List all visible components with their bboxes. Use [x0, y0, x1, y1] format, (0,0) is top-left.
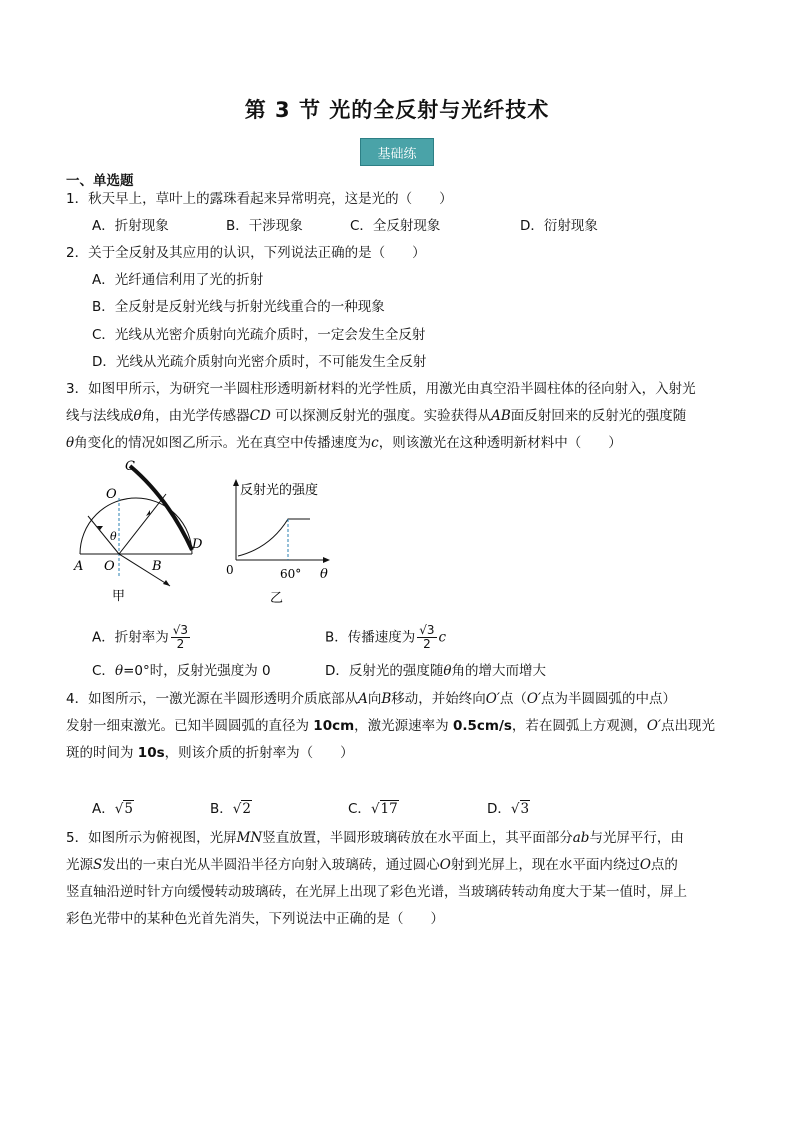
- x-axis-label: θ: [320, 567, 328, 582]
- label-o: O: [104, 559, 115, 574]
- label-b: B: [152, 559, 162, 574]
- origin-label: 0: [226, 563, 234, 577]
- section-heading: 一、单选题: [66, 173, 134, 189]
- caption-yi: 乙: [270, 591, 284, 604]
- q5-line-3: 竖直轴沿逆时针方向缓慢转动玻璃砖，在光屏上出现了彩色光谱，当玻璃砖转动角度大于某一值时，屏上: [66, 884, 687, 900]
- q1-option-c: C．全反射现象: [350, 218, 441, 234]
- q3-option-a: A．折射率为 $\frac{√3}{2}$: [92, 623, 189, 651]
- q2-option-b: B．全反射是反射光线与折射光线重合的一种现象: [92, 299, 385, 315]
- label-d: D: [192, 537, 203, 552]
- label-a: A: [74, 559, 84, 574]
- q2-stem: 2．关于全反射及其应用的认识，下列说法正确的是（ ）: [66, 245, 426, 261]
- q3-line-1: 3．如图甲所示，为研究一半圆柱形透明新材料的光学性质，用激光由真空沿半圆柱体的径向射入，入射光: [66, 381, 696, 397]
- figure-yi: [220, 476, 340, 604]
- y-axis-label: 反射光的强度: [240, 483, 319, 498]
- y-axis-arrow-icon: [233, 479, 239, 486]
- q4-option-b: B．√2: [210, 801, 251, 817]
- q4-option-c: C．√17: [348, 801, 398, 817]
- q4-option-d: D．√3: [487, 801, 530, 817]
- q4-line-2: 发射一细束激光。已知半圆圆弧的直径为 10cm，激光源速率为 0.5cm/s，若在圆弧上方观测，O′点出现光: [66, 718, 716, 734]
- q3-option-b: B．传播速度为 $\frac{√3}{2}$ c: [325, 623, 447, 651]
- q2-option-d: D．光线从光疏介质射向光密介质时，不可能发生全反射: [92, 354, 427, 370]
- label-o-top: O: [106, 487, 117, 502]
- q4-line-1: 4．如图所示，一激光源在半圆形透明介质底部从A向B移动，并始终向O′点（O′点为半圆圆弧的中点）: [66, 691, 677, 707]
- q3-line-3: θ角变化的情况如图乙所示。光在真空中传播速度为c，则该激光在这种透明新材料中（ ）: [66, 435, 622, 451]
- q3-option-c: C．θ=0°时，反射光强度为 0: [92, 663, 271, 679]
- q5-line-2: 光源S发出的一束白光从半圆沿半径方向射入玻璃砖，通过圆心O射到光屏上，现在水平面内绕过O点的: [66, 857, 678, 873]
- q4-option-a: A．√5: [92, 801, 133, 817]
- q1-stem: 1．秋天早上，草叶上的露珠看起来异常明亮，这是光的（ ）: [66, 191, 453, 207]
- tick-60: 60°: [280, 567, 302, 581]
- x-axis-arrow-icon: [323, 557, 330, 563]
- label-theta: θ: [110, 530, 117, 543]
- q4-line-3: 斑的时间为 10s，则该介质的折射率为（ ）: [66, 745, 354, 761]
- q1-option-a: A．折射现象: [92, 218, 169, 234]
- caption-jia: 甲: [112, 589, 126, 604]
- q5-line-1: 5．如图所示为俯视图，光屏MN竖直放置，半圆形玻璃砖放在水平面上，其平面部分ab与光屏平行，由: [66, 830, 684, 846]
- q3-line-2: 线与法线成θ角，由光学传感器CD 可以探测反射光的强度。实验获得从AB面反射回来的反射光的强度随: [66, 408, 687, 424]
- q2-option-a: A．光纤通信利用了光的折射: [92, 272, 264, 288]
- level-badge: 基础练: [360, 138, 434, 166]
- q2-option-c: C．光线从光密介质射向光疏介质时，一定会发生全反射: [92, 327, 426, 343]
- label-c: C: [125, 459, 135, 474]
- q1-option-d: D．衍射现象: [520, 218, 598, 234]
- q3-option-d: D．反射光的强度随θ角的增大而增大: [325, 663, 547, 679]
- refract-arrow-icon: [163, 580, 170, 586]
- figure-jia: [70, 458, 210, 606]
- q1-option-b: B．干涉现象: [226, 218, 303, 234]
- q5-line-4: 彩色光带中的某种色光首先消失，下列说法中正确的是（ ）: [66, 911, 444, 927]
- page-title: 第 3 节 光的全反射与光纤技术: [244, 98, 550, 122]
